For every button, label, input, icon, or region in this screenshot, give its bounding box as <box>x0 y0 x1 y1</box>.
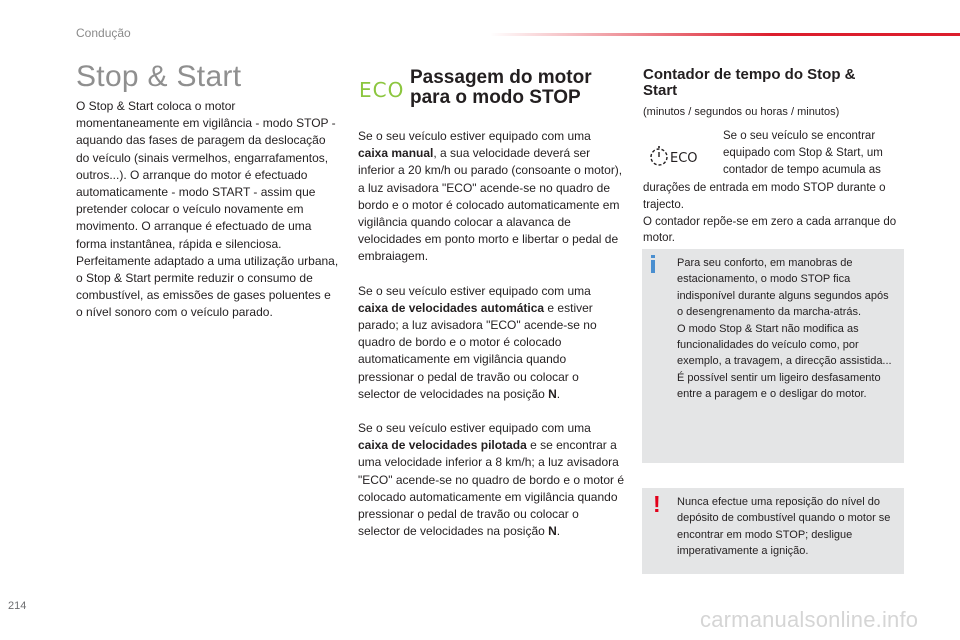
counter-description <box>643 180 905 247</box>
intro-paragraph: Perfeitamente adaptado a uma utilização urbana, o Stop & Start permite reduzir o consumo de combustível, as emissões de gases poluentes e o nível sonoro com o veículo parado. <box>76 253 339 320</box>
counter-rest-text: durações de entrada em modo STOP durante o trajecto. <box>643 182 886 211</box>
warning-icon: ! <box>653 491 661 517</box>
counter-heading: Contador de tempo do Stop & Start <box>643 66 856 99</box>
header-rule <box>490 33 960 36</box>
warning-text: Nunca efectue uma reposição do nível do depósito de combustível quando o motor se encontrar em modo STOP; desligue imperativamente a ignição. <box>677 496 891 558</box>
manual-gearbox-paragraph: Se o seu veículo estiver equipado com uma caixa manual, a sua velocidade deverá ser inferior a 20 km/h ou parado (consoante o motor), a luz avisadora "ECO" acende-se no quadro de bordo e o motor é colocado automaticamente em vigilância quando colocar a alavanca de velocidades em ponto morto e libertar o pedal de embraiagem. <box>358 129 623 264</box>
section-title: Condução <box>76 26 131 40</box>
watermark: carmanualsonline.info <box>700 607 919 632</box>
info-paragraph: O modo Stop & Start não modifica as funcionalidades do veículo como, por exemplo, a travagem, a direcção assistida... <box>677 322 892 368</box>
counter-reset-text: O contador repõe-se em zero a cada arranque do motor. <box>643 215 897 245</box>
stop-mode-heading: Passagem do motor para o modo STOP <box>410 67 592 108</box>
info-paragraph: Para seu conforto, em manobras de estacionamento, o modo STOP fica indisponível durante alguns segundos após o desengrenamento da marcha-atrás. <box>677 257 889 319</box>
info-icon <box>650 255 656 273</box>
intro-text <box>76 98 340 322</box>
stop-mode-text <box>358 128 624 557</box>
page-title: Stop & Start <box>76 60 242 93</box>
info-text <box>677 255 895 403</box>
eco-timer-label: ECO <box>670 151 698 166</box>
counter-intro: Se o seu veículo se encontrar equipado com Stop & Start, um contador de tempo acumula as <box>723 130 883 176</box>
intro-paragraph: O Stop & Start coloca o motor momentaneamente em vigilância - modo STOP - aquando das fases de paragem da deslocação do veículo (sinais vermelhos, engarrafamentos, outros...). O arranque do motor é efectuado automaticamente - modo START - assim que pretender colocar o veículo novamente em movimento. O arranque é efectuado de uma forma instantânea, rápida e silenciosa. <box>76 99 336 251</box>
page-number: 214 <box>8 600 27 612</box>
piloted-gearbox-paragraph: Se o seu veículo estiver equipado com uma caixa de velocidades pilotada e se encontrar a uma velocidade inferior a 8 km/h; a luz avisadora "ECO" acende-se no quadro de bordo e o motor é colocado automaticamente em vigilância quando pressionar o pedal de travão ou colocar o selector de velocidades na posição N. <box>358 421 625 539</box>
automatic-gearbox-paragraph: Se o seu veículo estiver equipado com uma caixa de velocidades automática e estiver parado; a luz avisadora "ECO" acende-se no quadro de bordo e o motor é colocado automaticamente em vigilância quando pressionar o pedal de travão ou colocar o selector de velocidades na posição N. <box>358 283 597 401</box>
counter-units: (minutos / segundos ou horas / minutos) <box>643 106 840 118</box>
eco-icon: ECO <box>359 78 405 102</box>
info-paragraph: É possível sentir um ligeiro desfasamento entre a paragem e o desligar do motor. <box>677 371 881 401</box>
eco-timer-icon <box>649 143 709 169</box>
